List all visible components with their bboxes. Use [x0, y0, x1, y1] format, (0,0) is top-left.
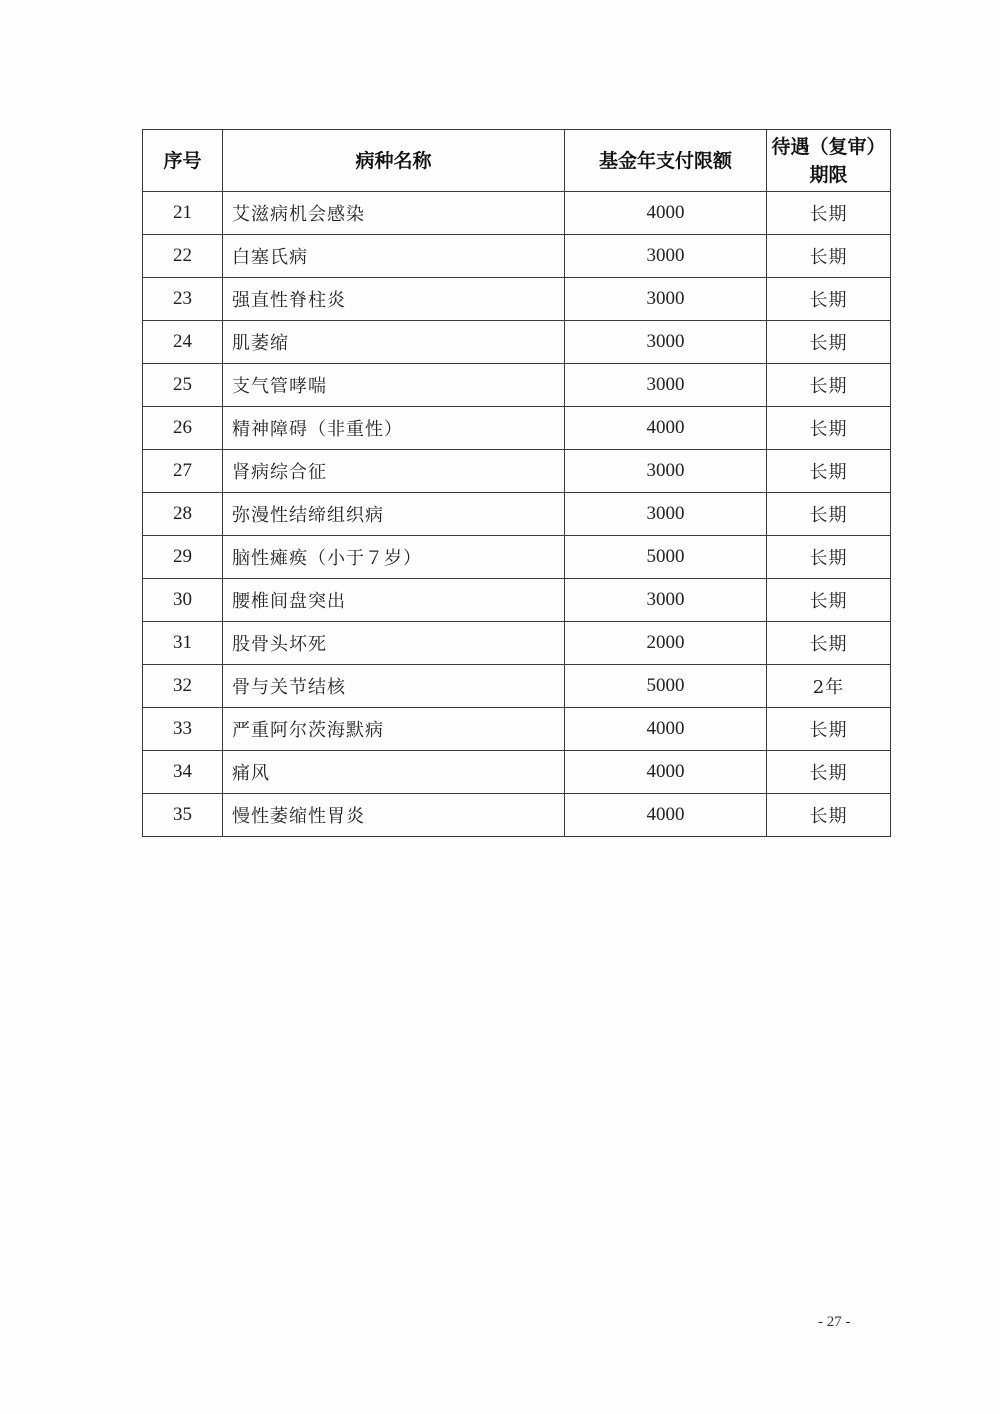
table-row	[143, 450, 891, 493]
cell-no: 25	[143, 364, 223, 407]
cell-treatment-period: 长期	[767, 192, 891, 235]
cell-annual-fund-limit: 5000	[565, 536, 767, 579]
cell-annual-fund-limit: 3000	[565, 493, 767, 536]
cell-treatment-period: 长期	[767, 321, 891, 364]
table-row	[143, 493, 891, 536]
cell-annual-fund-limit: 3000	[565, 278, 767, 321]
cell-treatment-period: 长期	[767, 364, 891, 407]
cell-no: 23	[143, 278, 223, 321]
cell-disease-name: 骨与关节结核	[223, 665, 565, 708]
cell-treatment-period: 长期	[767, 278, 891, 321]
table-row	[143, 751, 891, 794]
cell-no: 30	[143, 579, 223, 622]
cell-treatment-period: 长期	[767, 536, 891, 579]
cell-annual-fund-limit: 3000	[565, 450, 767, 493]
cell-no: 29	[143, 536, 223, 579]
cell-treatment-period: 长期	[767, 708, 891, 751]
header-treatment-period	[767, 130, 891, 192]
table-header-row	[143, 130, 891, 192]
table-row	[143, 192, 891, 235]
cell-disease-name: 痛风	[223, 751, 565, 794]
cell-annual-fund-limit: 4000	[565, 708, 767, 751]
cell-annual-fund-limit: 2000	[565, 622, 767, 665]
cell-annual-fund-limit: 5000	[565, 665, 767, 708]
cell-treatment-period: 长期	[767, 235, 891, 278]
header-treatment-period-line2: 期限	[809, 163, 848, 186]
cell-annual-fund-limit: 4000	[565, 794, 767, 837]
header-no: 序号	[143, 130, 223, 192]
cell-no: 22	[143, 235, 223, 278]
cell-disease-name: 强直性脊柱炎	[223, 278, 565, 321]
cell-annual-fund-limit: 4000	[565, 407, 767, 450]
cell-disease-name: 精神障碍（非重性）	[223, 407, 565, 450]
cell-no: 34	[143, 751, 223, 794]
cell-disease-name: 肌萎缩	[223, 321, 565, 364]
cell-treatment-period: 长期	[767, 751, 891, 794]
header-disease-name: 病种名称	[223, 130, 565, 192]
table-row	[143, 579, 891, 622]
cell-no: 28	[143, 493, 223, 536]
cell-no: 35	[143, 794, 223, 837]
cell-annual-fund-limit: 3000	[565, 321, 767, 364]
table-row	[143, 407, 891, 450]
cell-disease-name: 脑性瘫痪（小于７岁）	[223, 536, 565, 579]
cell-annual-fund-limit: 4000	[565, 192, 767, 235]
cell-no: 31	[143, 622, 223, 665]
cell-treatment-period: 长期	[767, 450, 891, 493]
table-row	[143, 278, 891, 321]
cell-treatment-period: 2年	[767, 665, 891, 708]
cell-annual-fund-limit: 3000	[565, 235, 767, 278]
cell-annual-fund-limit: 3000	[565, 364, 767, 407]
cell-disease-name: 慢性萎缩性胃炎	[223, 794, 565, 837]
cell-treatment-period: 长期	[767, 622, 891, 665]
table-row	[143, 321, 891, 364]
cell-no: 32	[143, 665, 223, 708]
cell-disease-name: 支气管哮喘	[223, 364, 565, 407]
table-body	[143, 192, 891, 837]
cell-annual-fund-limit: 3000	[565, 579, 767, 622]
disease-payment-limit-table	[142, 129, 891, 837]
cell-no: 33	[143, 708, 223, 751]
table-row	[143, 708, 891, 751]
cell-disease-name: 白塞氏病	[223, 235, 565, 278]
table-row	[143, 536, 891, 579]
table-row	[143, 235, 891, 278]
header-treatment-period-line1: 待遇（复审）	[771, 135, 886, 158]
cell-treatment-period: 长期	[767, 794, 891, 837]
cell-disease-name: 艾滋病机会感染	[223, 192, 565, 235]
header-annual-fund-limit: 基金年支付限额	[565, 130, 767, 192]
cell-disease-name: 严重阿尔茨海默病	[223, 708, 565, 751]
cell-no: 26	[143, 407, 223, 450]
table-row	[143, 364, 891, 407]
cell-disease-name: 股骨头坏死	[223, 622, 565, 665]
page-number: - 27 -	[818, 1314, 851, 1330]
table-row	[143, 665, 891, 708]
cell-no: 27	[143, 450, 223, 493]
cell-no: 21	[143, 192, 223, 235]
cell-treatment-period: 长期	[767, 407, 891, 450]
cell-treatment-period: 长期	[767, 579, 891, 622]
cell-no: 24	[143, 321, 223, 364]
cell-disease-name: 腰椎间盘突出	[223, 579, 565, 622]
cell-disease-name: 肾病综合征	[223, 450, 565, 493]
cell-treatment-period: 长期	[767, 493, 891, 536]
cell-annual-fund-limit: 4000	[565, 751, 767, 794]
cell-disease-name: 弥漫性结缔组织病	[223, 493, 565, 536]
table-row	[143, 622, 891, 665]
table-row	[143, 794, 891, 837]
